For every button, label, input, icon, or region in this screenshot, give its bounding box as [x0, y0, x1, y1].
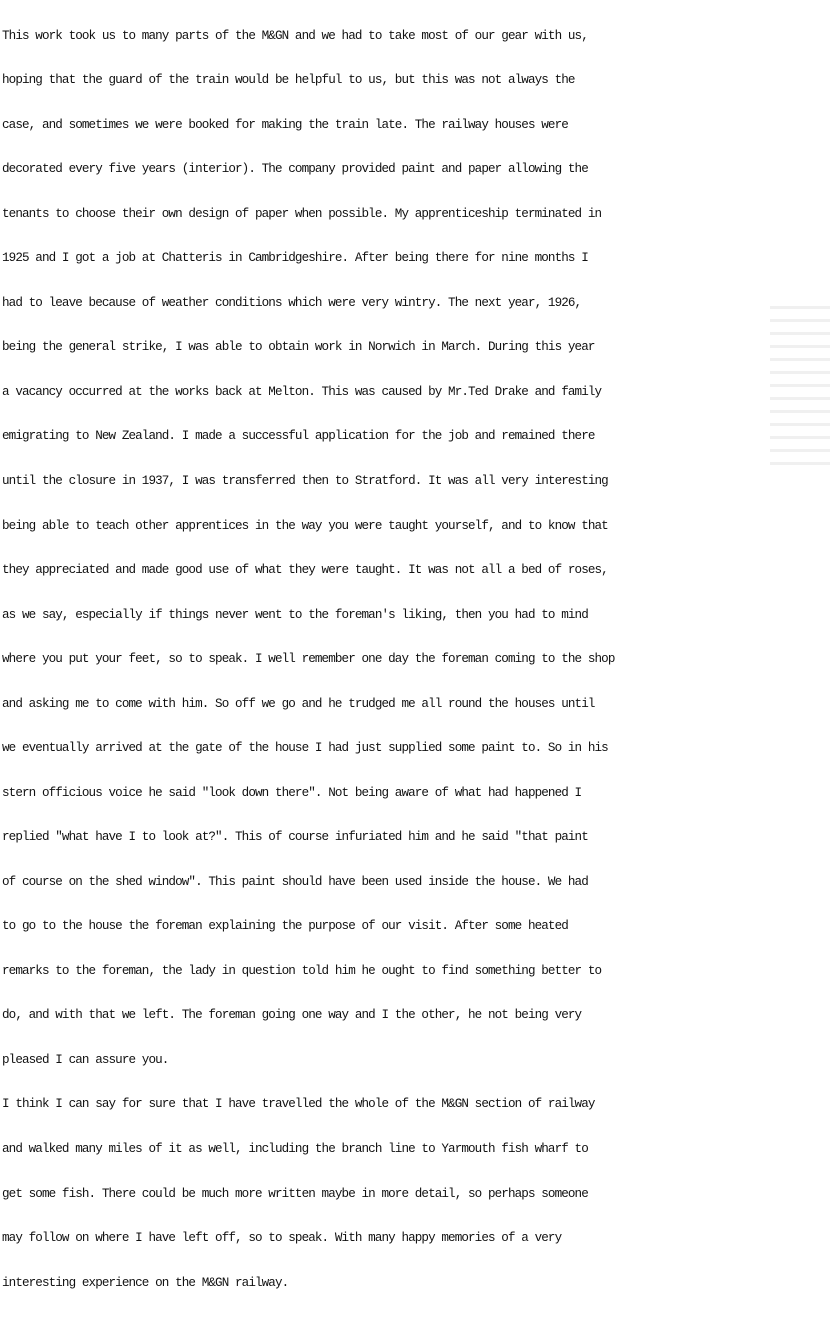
- text-line: interesting experience on the M&GN railway.: [2, 1275, 289, 1290]
- reverse-side-bleed-through: [770, 296, 830, 466]
- text-line: emigrating to New Zealand. I made a successful application for the job and remained there: [2, 429, 595, 444]
- text-line: being the general strike, I was able to obtain work in Norwich in March. During this year: [2, 340, 595, 355]
- text-line: a vacancy occurred at the works back at Melton. This was caused by Mr.Ted Drake and family: [2, 384, 602, 399]
- text-line: we eventually arrived at the gate of the house I had just supplied some paint to. So in his: [2, 741, 608, 756]
- text-line: pleased I can assure you.: [2, 1052, 169, 1067]
- text-line: to go to the house the foreman explaining the purpose of our visit. After some heated: [2, 919, 568, 934]
- text-line: I think I can say for sure that I have travelled the whole of the M&GN section of railway: [2, 1097, 595, 1112]
- text-line: do, and with that we left. The foreman going one way and I the other, he not being very: [2, 1008, 582, 1023]
- text-line: being able to teach other apprentices in the way you were taught yourself, and to know that: [2, 518, 608, 533]
- text-line: remarks to the foreman, the lady in question told him he ought to find something better to: [2, 963, 602, 978]
- text-line: stern officious voice he said "look down there". Not being aware of what had happened I: [2, 785, 582, 800]
- text-line: until the closure in 1937, I was transferred then to Stratford. It was all very interesting: [2, 474, 608, 488]
- text-line: This work took us to many parts of the M&GN and we had to take most of our gear with us,: [2, 28, 588, 43]
- document-body: [2, 0, 615, 1320]
- text-line: decorated every five years (interior). The company provided paint and paper allowing the: [2, 162, 588, 177]
- text-line: and asking me to come with him. So off we go and he trudged me all round the houses until: [2, 696, 595, 711]
- text-line: hoping that the guard of the train would be helpful to us, but this was not always the: [2, 73, 575, 88]
- text-line: tenants to choose their own design of paper when possible. My apprenticeship terminated in: [2, 206, 602, 221]
- text-line: 1925 and I got a job at Chatteris in Cambridgeshire. After being there for nine months I: [2, 251, 588, 266]
- text-line: case, and sometimes we were booked for making the train late. The railway houses were: [2, 117, 568, 132]
- text-line: may follow on where I have left off, so to speak. With many happy memories of a very: [2, 1231, 562, 1246]
- text-line: of course on the shed window". This paint should have been used inside the house. We had: [2, 874, 588, 889]
- text-line: they appreciated and made good use of what they were taught. It was not all a bed of roses,: [2, 563, 608, 578]
- text-line: had to leave because of weather conditions which were very wintry. The next year, 1926,: [2, 295, 582, 310]
- text-line: get some fish. There could be much more written maybe in more detail, so perhaps someone: [2, 1186, 588, 1201]
- text-line: replied "what have I to look at?". This of course infuriated him and he said "that paint: [2, 830, 588, 845]
- text-line: where you put your feet, so to speak. I well remember one day the foreman coming to the shop: [2, 652, 615, 667]
- text-line: as we say, especially if things never went to the foreman's liking, then you had to mind: [2, 607, 588, 622]
- text-line: and walked many miles of it as well, including the branch line to Yarmouth fish wharf to: [2, 1141, 588, 1156]
